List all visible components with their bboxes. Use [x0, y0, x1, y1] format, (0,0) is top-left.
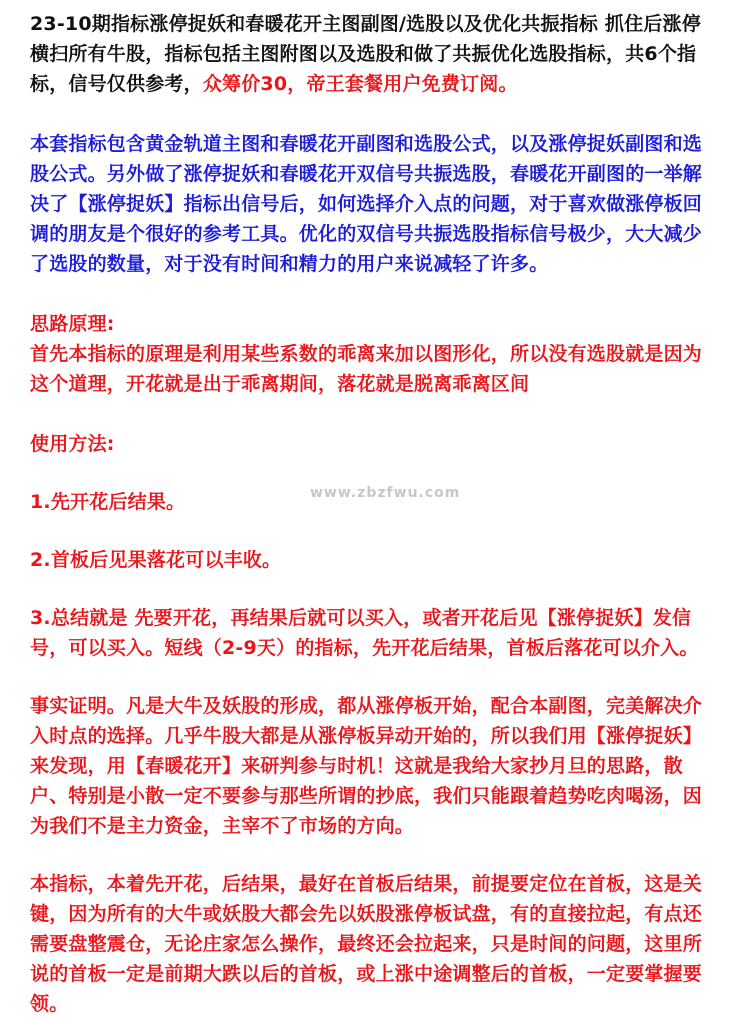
usage-step-1: 1.先开花后结果。	[30, 491, 186, 513]
watermark: www.zbzfwu.com	[310, 485, 461, 501]
description-paragraph: 本套指标包含黄金轨道主图和春暖花开副图和选股公式，以及涨停捉妖副图和选股公式。另外做了涨停捉妖和春暖花开双信号共振选股，春暖花开副图的一举解决了【涨停捉妖】指标出信号后，如何选择介入点的问题，对于喜欢做涨停板回调的朋友是个很好的参考工具。优化的双信号共振选股指标信号极少，大大减少了选股的数量，对于没有时间和精力的用户来说减轻了许多。	[30, 133, 703, 275]
usage-step-2: 2.首板后见果落花可以丰收。	[30, 549, 282, 571]
usage-step-3: 3.总结就是 先要开花，再结果后就可以买入，或者开花后见【涨停捉妖】发信号，可以买入。短线（2-9天）的指标，先开花后结果，首板后落花可以介入。	[30, 607, 699, 659]
principle-heading: 思路原理:	[30, 313, 115, 335]
facts-paragraph: 事实证明。凡是大牛及妖股的形成，都从涨停板开始，配合本副图，完美解决介入时点的选择。几乎牛股大都是从涨停板异动开始的，所以我们用【涨停捉妖】来发现，用【春暖花开】来研判参与时机！这就是我给大家抄月旦的思路，散户、特别是小散一定不要参与那些所谓的抄底，我们只能跟着趋势吃肉喝汤，因为我们不是主力资金，主宰不了市场的方向。	[30, 695, 703, 837]
intro-highlight: 众筹价30，帝王套餐用户免费订阅。	[202, 73, 518, 95]
intro-text: 23-10期指标涨停捉妖和春暖花开主图副图/选股以及优化共振指标 抓住后涨停横扫所有牛股，指标包括主图附图以及选股和做了共振优化选股指标，共6个指标，信号仅供参考，	[30, 13, 701, 95]
principle-text: 首先本指标的原理是利用某些系数的乖离来加以图形化，所以没有选股就是因为这个道理，开花就是出于乖离期间，落花就是脱离乖离区间	[30, 343, 703, 395]
intro-paragraph	[30, 9, 720, 99]
document-body	[30, 9, 720, 1019]
usage-heading: 使用方法:	[30, 433, 115, 455]
closing-paragraph: 本指标，本着先开花，后结果，最好在首板后结果，前提要定位在首板，这是关键，因为所有的大牛或妖股大都会先以妖股涨停板试盘，有的直接拉起，有点还需要盘整震仓，无论庄家怎么操作，最终还会拉起来，只是时间的问题，这里所说的首板一定是前期大跌以后的首板，或上涨中途调整后的首板，一定要掌握要领。	[30, 873, 703, 1015]
